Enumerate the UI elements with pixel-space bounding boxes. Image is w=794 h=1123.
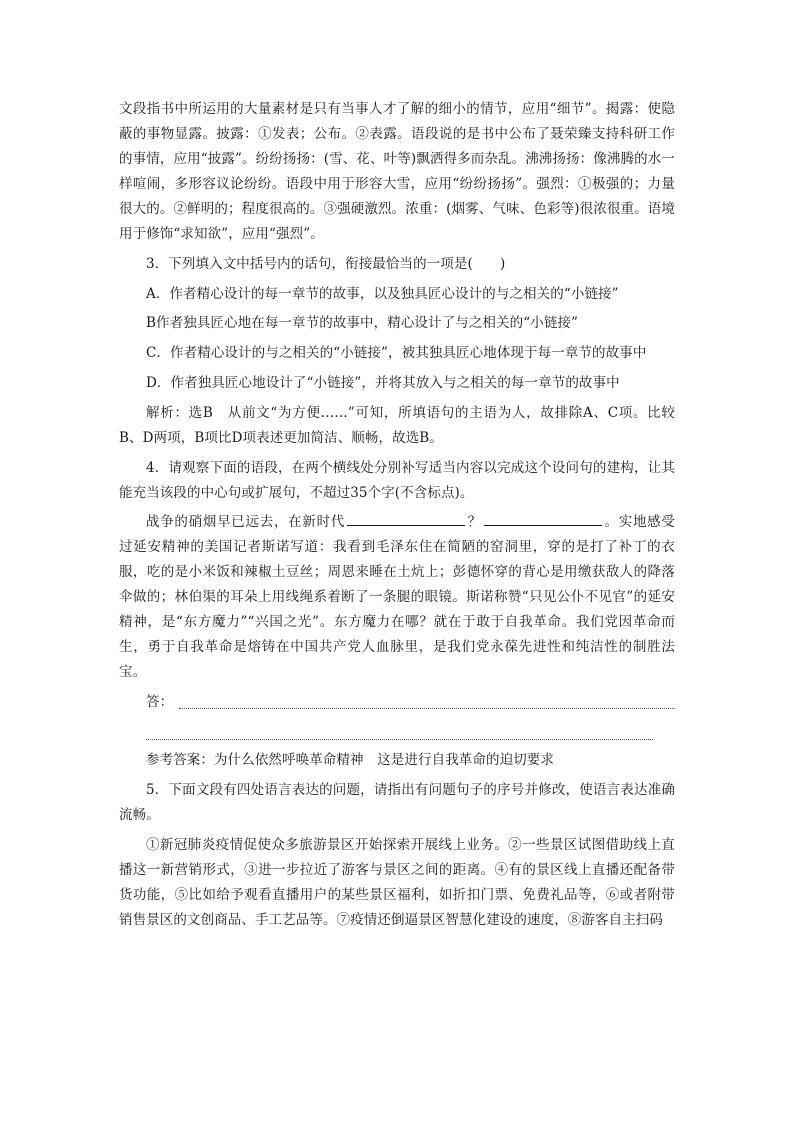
question-3-stem: 3．下列填入文中括号内的话句，衔接最恰当的一项是( )	[146, 255, 506, 272]
option-c: C．作者精心设计的与之相关的“小链接”，被其独具匠心地体现于每一章节的故事中	[146, 345, 647, 362]
passage-text-start: 战争的硝烟早已远去，在新时代	[146, 514, 346, 531]
question-5-stem: 5．下面文段有四处语言表达的问题，请指出有问题句子的序号并修改，使语言表达准确流畅。	[119, 781, 675, 823]
option-b: B作者独具匠心地在每一章节的故事中，精心设计了与之相关的“小链接”	[146, 315, 579, 332]
document-body	[119, 97, 675, 938]
answer-line	[119, 690, 675, 715]
passage-text-rest: 。实地感受过延安精神的美国记者斯诺写道：我看到毛泽东住在简陋的窑洞里，穿的是打了补丁的衣服，吃的是小米饭和辣椒土豆丝；周恩来睡在土炕上；彭德怀穿的背心是用缴获敌人的降落伞做的；林伯渠的耳朵上用线绳系着断了一条腿的眼镜。斯诺称赞“只见公仆不见官”的延安精神，是“东方魔力”“兴国之光”。东方魔力在哪？就在于敢于自我革命。我们党因革命而生，勇于自我革命是熔铸在中国共产党人血脉里，是我们党永葆先进性和纯洁性的制胜法宝。	[119, 514, 675, 681]
blank-2	[484, 511, 602, 526]
question-3-analysis: 解析：选B 从前文“为方便……”可知，所填语句的主语为人，故排除A、C项。比较B、D两项，B项比D项表述更加简洁、顺畅，故选B。	[119, 404, 675, 446]
answer-dotted-line-2	[146, 725, 653, 740]
passage-question-mark: ？	[467, 514, 482, 531]
reference-answer: 参考答案：为什么依然呼唤革命精神 这是进行自我革命的迫切要求	[146, 752, 554, 769]
option-a: A．作者精心设计的每一章节的故事，以及独具匠心设计的与之相关的“小链接”	[146, 285, 619, 302]
answer-dotted-line	[179, 694, 675, 709]
question-4-passage	[119, 510, 675, 685]
question-5-passage: ①新冠肺炎疫情促使众多旅游景区开始探索开展线上业务。②一些景区试图借助线上直播这一新营销形式，③进一步拉近了游客与景区之间的距离。④有的景区线上直播还配备带货功能，⑤比如给予观看直播用户的某些景区福利，如折扣门票、免费礼品等，⑥或者附带销售景区的文创商品、手工艺品等。⑦疫情还倒逼景区智慧化建设的速度，⑧游客自主扫码	[119, 836, 675, 928]
answer-label: 答：	[146, 694, 174, 711]
question-4-stem: 4．请观察下面的语段，在两个横线处分别补写适当内容以完成这个设问句的建构，让其能充当该段的中心句或扩展句，不超过35个字(不含标点)。	[119, 459, 675, 501]
explanation-paragraph: 文段指书中所运用的大量素材是只有当事人才了解的细小的情节，应用“细节”。揭露：使隐蔽的事物显露。披露：①发表；公布。②表露。语段说的是书中公布了聂荣臻支持科研工作的事情，应用“披露”。纷纷扬扬：(雪、花、叶等)飘洒得多而杂乱。沸沸扬扬：像沸腾的水一样喧闹，多形容议论纷纷。语段中用于形容大雪，应用“纷纷扬扬”。强烈：①极强的；力量很大的。②鲜明的；程度很高的。③强硬激烈。浓重：(烟雾、气味、色彩等)很浓很重。语境用于修饰“求知欲”，应用“强烈”。	[119, 101, 675, 242]
blank-1	[347, 511, 465, 526]
option-d: D．作者独具匠心地设计了“小链接”，并将其放入与之相关的每一章节的故事中	[146, 374, 620, 391]
